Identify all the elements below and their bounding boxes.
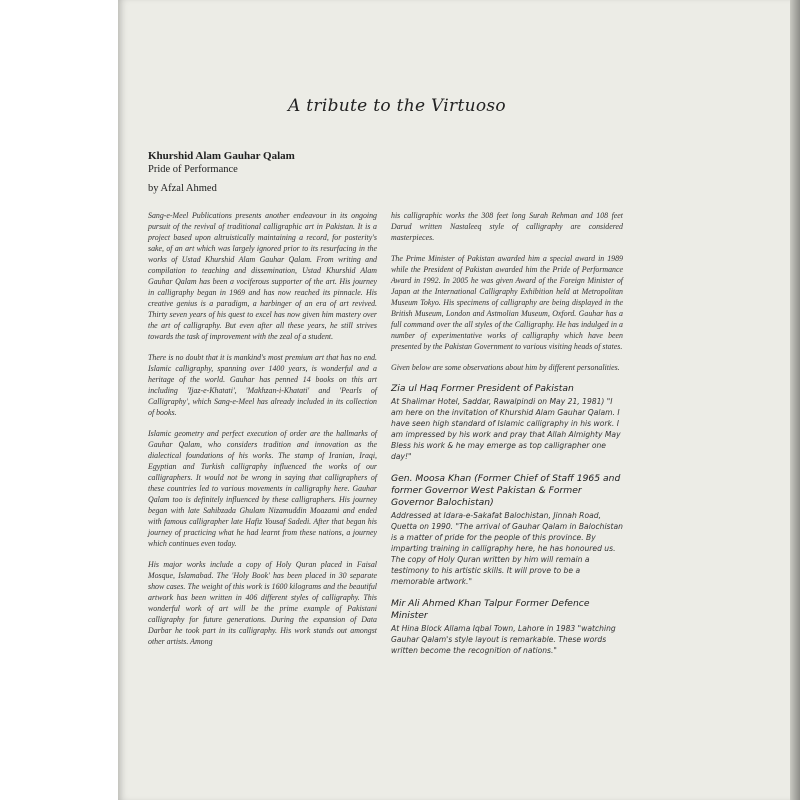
paragraph: Sang-e-Meel Publications presents another endeavour in its ongoing pursuit of the revival of traditional calligraphic art in Pakistan. It is a project based upon altruistically maintaining a record, for posterity's sake, of an art which was largely ignored prior to its resurfacing in the works of Ustad Khurshid Alam Gauhar Qalam. From writing and compilation to teaching and dissemination, Ustad Khurshid Alam Gauhar Qalam has been a vociferous supporter of the art. His journey in calligraphy began in 1969 and has now reached its pinnacle. His creative genius is a paradigm, a harbinger of an era of art revived. Thirty seven years of his quest to excel has now given him mastery over the art of calligraphy. But even after all these years, he still strives towards the task of improvement with the zeal of a student.	[148, 211, 377, 341]
observation-heading: Mir Ali Ahmed Khan Talpur Former Defence Minister	[391, 598, 590, 621]
paragraph: Given below are some observations about him by different personalities.	[391, 363, 620, 372]
book-edge	[790, 0, 800, 800]
right-column	[391, 210, 623, 667]
paragraph: his calligraphic works the 308 feet long Surah Rehman and 108 feet Darud written Nastaleeq style of calligraphy are considered masterpieces.	[391, 211, 623, 242]
observation-text: Addressed at Idara-e-Sakafat Balochistan, Jinnah Road, Quetta on 1990. "The arrival of Gauhar Qalam in Balochistan is a matter of pride for the people of this province. By imparting training in calligraphy here, he has honoured us. The copy of Holy Quran written by him will remain a testimony to his artistic skills. It will prove to be a memorable artwork."	[391, 511, 623, 586]
author-name: Khurshid Alam Gauhar Qalam	[148, 150, 295, 162]
observation-text: At Hina Block Allama Iqbal Town, Lahore in 1983 "watching Gauhar Qalam's style layout is remarkable. These words written become the recognition of nations."	[391, 624, 616, 655]
author-title: Pride of Performance	[148, 164, 238, 175]
page-title: A tribute to the Virtuoso	[288, 96, 506, 116]
observation-text: At Shalimar Hotel, Saddar, Rawalpindi on May 21, 1981) "I am here on the invitation of Khurshid Alam Gauhar Qalam. I have seen high standard of Islamic calligraphy in his work. I am impressed by his work and pray that Allah Almighty May Bless his work & he may emerge as top calligrapher one day!"	[391, 397, 621, 461]
left-column	[148, 210, 377, 657]
author-block	[148, 150, 295, 194]
observation-heading: Gen. Moosa Khan (Former Chief of Staff 1965 and former Governor West Pakistan & Former Governor Balochistan)	[391, 473, 621, 508]
paragraph: The Prime Minister of Pakistan awarded him a special award in 1989 while the President of Pakistan awarded him the Pride of Performance Award in 1992. In 2005 he was given Award of the Foreign Minister of Japan at the International Calligraphy Exhibition held at Metropolitan Museum Tokyo. His specimens of calligraphy are being displayed in the British Museum, London and Astmolian Museum, Oxford. Gauhar has a full command over the all styles of the Calligraphy. He has indulged in a number of experimentative works of calligraphy which have been presented by the Pakistan Government to various visiting heads of states.	[391, 254, 623, 351]
paragraph: Islamic geometry and perfect execution of order are the hallmarks of Gauhar Qalam, who considers tradition and innovation as the dialectical foundations of his works. The stamp of Iranian, Iraqi, Egyptian and Turkish calligraphy influenced the works of our calligraphers. It would not be wrong in saying that calligraphers of these countries led to various movements in calligraphy here. Gauhar Qalam too is definitely influenced by these calligraphers. His journey began with late Sahibzada Ghulam Nizamuddin Moazami and ended with famous calligrapher late Hafiz Yousaf Sadedi. After that began his journey of practicing what he had learnt from these nations, a journey which continues even today.	[148, 429, 377, 548]
paragraph: There is no doubt that it is mankind's most premium art that has no end. Islamic calligraphy, spanning over 1400 years, is wonderful and a heritage of the world. Gauhar has penned 14 books on this art including 'Ijaz-e-Khatati', 'Makhzan-i-Khatati' and 'Pearls of Calligraphy', which Sang-e-Meel has already included in its collection of books.	[148, 353, 377, 417]
byline: by Afzal Ahmed	[148, 183, 217, 194]
paragraph: His major works include a copy of Holy Quran placed in Faisal Mosque, Islamabad. The 'Holy Book' has been placed in 30 separate show cases. The weight of this work is 1600 kilograms and the beautiful artwork has been written in 406 different styles of calligraphy. This wonderful work of art will be the prime example of Pakistani calligraphy for future generations. During the expansion of Data Darbar he took part in its calligraphy. His work stands out amongst other artists. Among	[148, 560, 377, 646]
observation-heading: Zia ul Haq Former President of Pakistan	[391, 383, 574, 394]
